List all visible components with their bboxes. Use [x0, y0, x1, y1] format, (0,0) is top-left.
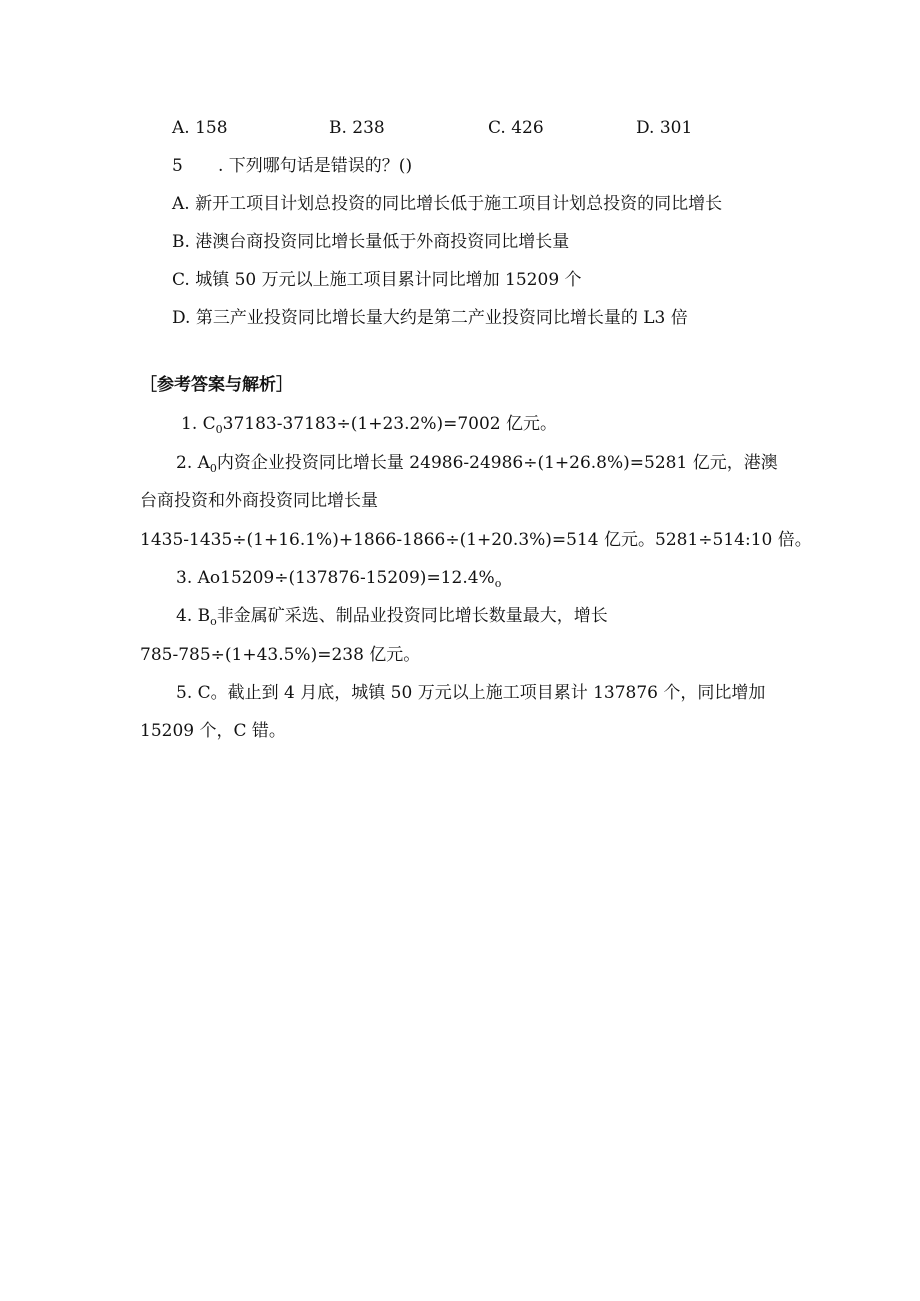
- option-a: A. 158: [172, 118, 228, 138]
- answer-2-line-3: 1435-1435÷(1+16.1%)+1866-1866÷(1+20.3%)=514 亿元。5281÷514:10 倍。: [140, 530, 812, 550]
- answer-2-prefix: 2. A: [176, 453, 210, 473]
- answer-4-subscript: o: [210, 615, 217, 628]
- answer-1: [181, 413, 557, 441]
- answer-3-subscript: o: [494, 577, 502, 590]
- answer-5: 5. C。截止到 4 月底，城镇 50 万元以上施工项目累计 137876 个，同比增加: [176, 683, 766, 703]
- answer-3-text: 3. Ao15209÷(137876-15209)=12.4%: [176, 568, 495, 588]
- answer-5-line-2: 15209 个，C 错。: [140, 721, 286, 741]
- option-b: B. 238: [329, 118, 385, 138]
- answer-2: [176, 452, 778, 480]
- answer-1-prefix: 1. C: [181, 414, 216, 434]
- option-b: B. 港澳台商投资同比增长量低于外商投资同比增长量: [172, 232, 570, 252]
- answer-4-prefix: 4. B: [176, 606, 211, 626]
- answer-2-text: 内资企业投资同比增长量 24986-24986÷(1+26.8%)=5281 亿元，港澳: [216, 453, 778, 473]
- option-d: D. 301: [636, 118, 693, 138]
- option-c: C. 城镇 50 万元以上施工项目累计同比增加 15209 个: [172, 270, 582, 290]
- option-c: C. 426: [488, 118, 544, 138]
- answer-2-subscript: 0: [209, 462, 217, 475]
- answer-4: [176, 605, 608, 633]
- question-stem: . 下列哪句话是错误的？(): [218, 156, 413, 176]
- answer-4-line-2: 785-785÷(1+43.5%)=238 亿元。: [140, 645, 421, 665]
- answer-4-text: 非金属矿采选、制品业投资同比增长数量最大，增长: [216, 606, 608, 626]
- answer-1-text: 37183-37183÷(1+23.2%)=7002 亿元。: [222, 414, 558, 434]
- answer-3: [176, 567, 501, 595]
- option-a: A. 新开工项目计划总投资的同比增长低于施工项目计划总投资的同比增长: [172, 194, 723, 214]
- section-heading: ［参考答案与解析］: [140, 375, 293, 395]
- option-d: D. 第三产业投资同比增长量大约是第二产业投资同比增长量的 L3 倍: [172, 308, 688, 328]
- answer-2-line-2: 台商投资和外商投资同比增长量: [140, 491, 378, 511]
- answer-1-subscript: 0: [215, 423, 223, 436]
- question-number: 5: [172, 156, 183, 176]
